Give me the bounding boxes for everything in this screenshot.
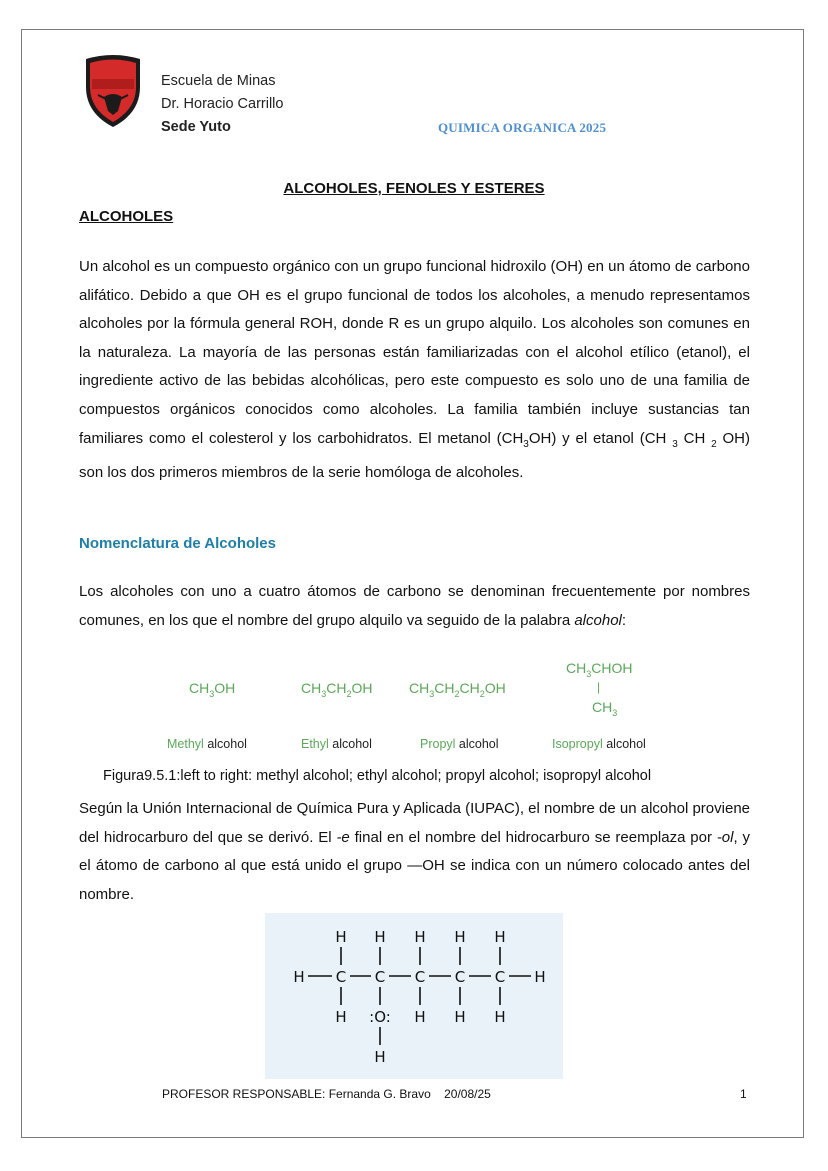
atom-h: H xyxy=(494,928,506,946)
atom-h: H xyxy=(414,928,426,946)
atom-h: H xyxy=(293,968,305,986)
paragraph-nomenclature xyxy=(79,578,750,635)
document-title: ALCOHOLES, FENOLES Y ESTERES xyxy=(283,180,545,197)
para1-sub-1: 3 xyxy=(523,438,529,450)
school-name-block xyxy=(161,70,283,139)
atom-h: H xyxy=(414,1008,426,1026)
label-methyl xyxy=(167,737,247,751)
section-title: ALCOHOLES xyxy=(79,208,174,225)
formula-isopropyl-bottom: $CH_3$ xyxy=(592,699,618,718)
para3-text-b: final en el nombre del hidrocarburo se reemplaza por xyxy=(349,828,717,846)
atom-h: H xyxy=(534,968,546,986)
atom-c: C xyxy=(374,968,386,986)
para2-end: : xyxy=(621,611,627,629)
label-propyl xyxy=(420,737,499,751)
para1-text-d: OH) son los dos primeros miembros de la serie homóloga de alcoholes. xyxy=(79,429,750,482)
formula-propyl: $CH_3CH_2CH_2OH$ xyxy=(409,680,506,699)
label-ethyl xyxy=(301,737,372,751)
atom-c: C xyxy=(414,968,426,986)
atom-h: H xyxy=(335,1008,347,1026)
label-ethyl-suffix: alcohol xyxy=(332,737,372,751)
para2-italic: alcohol xyxy=(574,611,622,629)
atom-h: H xyxy=(494,1008,506,1026)
label-methyl-suffix: alcohol xyxy=(207,737,247,751)
atom-h: H xyxy=(454,928,466,946)
nomenclature-heading: Nomenclatura de Alcoholes xyxy=(79,535,276,552)
figure-caption xyxy=(103,768,651,784)
school-logo xyxy=(82,53,144,129)
label-ethyl-prefix: Ethyl xyxy=(301,737,329,751)
atom-h: H xyxy=(374,928,386,946)
label-isopropyl xyxy=(552,737,646,751)
caption-text: :left to right: methyl alcohol; ethyl alcohol; propyl alcohol; isopropyl alcohol xyxy=(176,768,652,784)
atom-c: C xyxy=(335,968,347,986)
para2-text: Los alcoholes con uno a cuatro átomos de carbono se denominan frecuentemente por nombres comunes, en los que el nombre del grupo alquilo va seguido de la palabra xyxy=(79,583,750,629)
pentanol-structure xyxy=(265,913,563,1079)
page-number: 1 xyxy=(740,1087,747,1101)
school-line-1: Escuela de Minas xyxy=(161,73,276,89)
paragraph-intro xyxy=(79,253,750,488)
atom-c: C xyxy=(494,968,506,986)
label-propyl-prefix: Propyl xyxy=(420,737,456,751)
para1-text-a: Un alcohol es un compuesto orgánico con un grupo funcional hidroxilo (OH) en un átomo de carbono alifático. Debido a que OH es el grupo funcional de todos los alcoholes, a menudo representamos alcoholes por la fórmula general ROH, donde R es un grupo alquilo. Los alcoholes son comunes en la naturaleza. La mayoría de las personas están familiarizadas con el alcohol etílico (etanol), el ingrediente activo de las bebidas alcohólicas, pero este compuesto es solo uno de una familia de compuestos orgánicos conocidos como alcoholes. La familia también incluye sustancias tan familiares como el colesterol y los carbohidratos. El metanol (CH xyxy=(79,258,750,447)
atom-h: H xyxy=(454,1008,466,1026)
atom-o: :O: xyxy=(369,1008,391,1026)
school-line-3: Sede Yuto xyxy=(161,119,231,135)
para3-italic-2: -ol xyxy=(716,828,734,846)
atom-h: H xyxy=(374,1048,386,1066)
para3-text-c: , y el átomo de carbono al que está unido el grupo —OH se indica con un número colocado antes del nombre. xyxy=(79,828,751,903)
formula-ethyl: $CH_3CH_2OH$ xyxy=(301,680,373,699)
para3-italic-1: -e xyxy=(336,828,350,846)
footer-teacher: PROFESOR RESPONSABLE: Fernanda G. Bravo 20/08/25 xyxy=(162,1087,491,1101)
para3-text-a: Según la Unión Internacional de Química Pura y Aplicada (IUPAC), el nombre de un alcohol proviene del hidrocarburo del que se derivó. El xyxy=(79,800,750,846)
para1-text-b: OH) y el etanol (CH xyxy=(528,429,673,447)
para1-text-c: CH xyxy=(677,429,712,447)
formula-isopropyl-top: $CH_3CHOH$ xyxy=(566,660,633,679)
structure-diagram xyxy=(265,913,563,1079)
label-methyl-prefix: Methyl xyxy=(167,737,204,751)
label-isopropyl-suffix: alcohol xyxy=(606,737,646,751)
label-propyl-suffix: alcohol xyxy=(458,737,499,751)
para1-sub-2: 3 xyxy=(672,438,678,450)
atom-c: C xyxy=(454,968,466,986)
para1-sub-3: 2 xyxy=(711,438,717,450)
subject-title: QUIMICA ORGANICA 2025 xyxy=(438,120,607,135)
formula-isopropyl-bond: | xyxy=(597,680,601,694)
school-line-2: Dr. Horacio Carrillo xyxy=(161,96,284,112)
caption-label: Figura9.5.1 xyxy=(103,768,177,784)
paragraph-iupac xyxy=(79,795,750,909)
label-isopropyl-prefix: Isopropyl xyxy=(552,737,603,751)
formula-methyl: $CH_3OH$ xyxy=(189,680,236,699)
atom-h: H xyxy=(335,928,347,946)
